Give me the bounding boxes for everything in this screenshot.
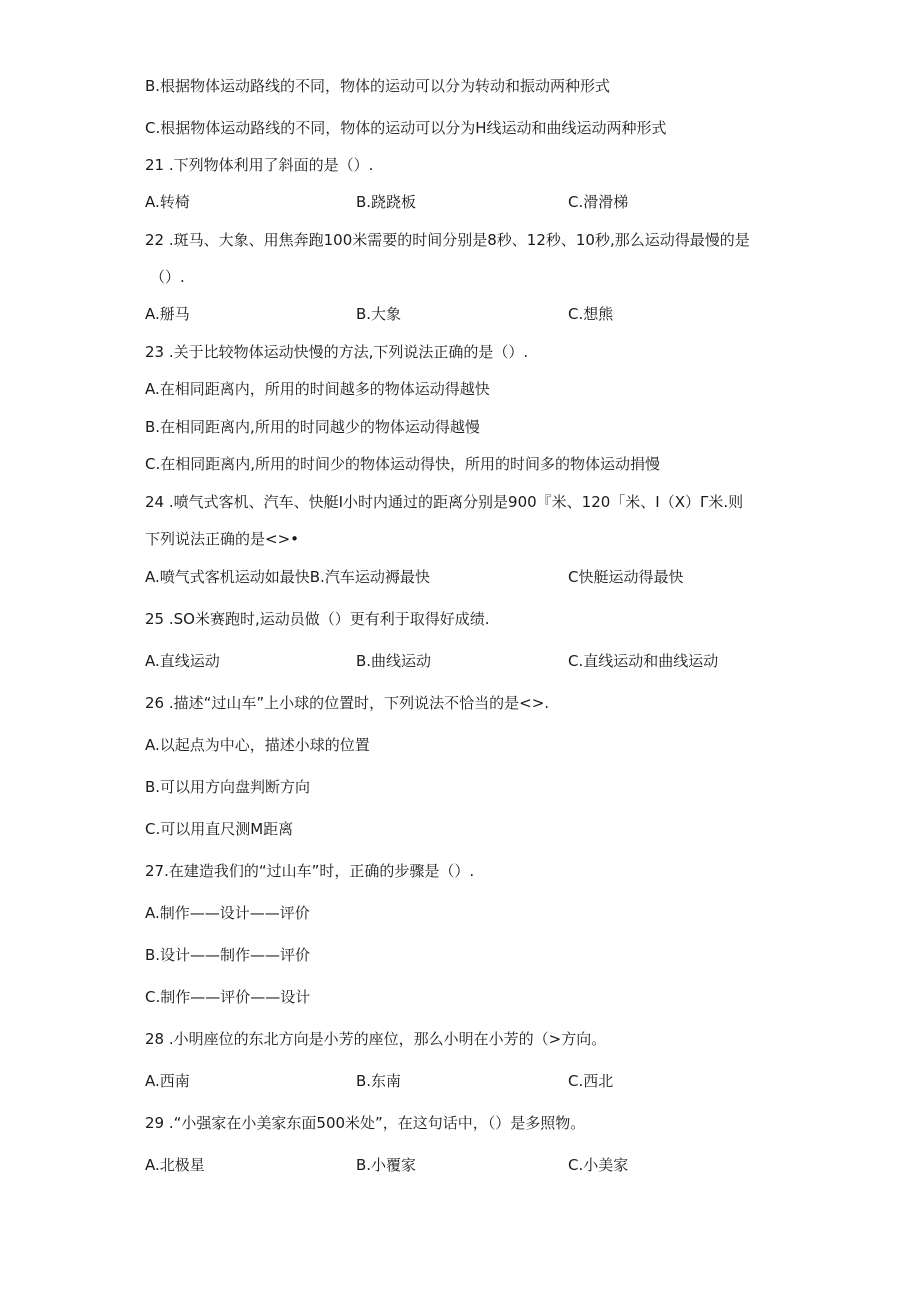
q29-stem: 29 .“小强家在小美家东面500米处”，在这句话中，（）是多照物。 (145, 1114, 586, 1132)
q27-option-b: B.设计——制作——评价 (145, 946, 311, 964)
q21-stem: 21 .下列物体利用了斜面的是（）. (145, 156, 374, 174)
q27-option-c: C.制作——评价——设计 (145, 988, 311, 1006)
q27-option-a: A.制作——设计——评价 (145, 904, 310, 922)
q22-stem-continued: （）. (150, 268, 185, 286)
q26-option-c: C.可以用直尺测M距离 (145, 820, 294, 838)
q23-option-a: A.在相同距离内，所用的时间越多的物体运动得越快 (145, 380, 490, 398)
q24-stem: 24 .喷气式客机、汽车、快艇I小时内通过的距离分别是900『米、120「米、I（X）Γ米.则 (145, 493, 744, 511)
q29-option-c: C.小美家 (568, 1156, 629, 1174)
q20-option-c: C.根据物体运动路线的不同，物体的运动可以分为H线运动和曲线运动两种形式 (145, 119, 667, 137)
q28-option-c: C.西北 (568, 1072, 614, 1090)
q25-option-b: B.曲线运动 (356, 652, 432, 670)
q26-option-a: A.以起点为中心，描述小球的位置 (145, 736, 370, 754)
q23-option-c: C.在相同距离内,所用的时间少的物体运动得快，所用的时间多的物体运动捐慢 (145, 455, 661, 473)
q20-option-b: B.根据物体运动路线的不同，物体的运动可以分为转动和振动两种形式 (145, 77, 611, 95)
q26-stem: 26 .描述“过山车”上小球的位置时，下列说法不恰当的是<>. (145, 694, 550, 712)
q22-option-b: B.大象 (356, 305, 402, 323)
q28-option-a: A.西南 (145, 1072, 190, 1090)
q26-option-b: B.可以用方向盘判断方向 (145, 778, 311, 796)
q24-option-a-b: A.喷气式客机运动如最快B.汽车运动褥最快 (145, 568, 430, 586)
q25-option-c: C.直线运动和曲线运动 (568, 652, 719, 670)
q21-option-a: A.转椅 (145, 193, 190, 211)
q28-stem: 28 .小明座位的东北方向是小芳的座位，那么小明在小芳的（>方向。 (145, 1030, 607, 1048)
q27-stem: 27.在建造我们的“过山车”时，正确的步骤是（）. (145, 862, 475, 880)
q25-option-a: A.直线运动 (145, 652, 220, 670)
q21-option-b: B.跷跷板 (356, 193, 417, 211)
q24-stem-continued: 下列说法正确的是<>• (145, 530, 299, 548)
q23-stem: 23 .关于比较物体运动快慢的方法,下列说法正确的是（）. (145, 343, 529, 361)
q25-stem: 25 .SO米赛跑时,运动员做（）更有利于取得好成绩. (145, 610, 490, 628)
q28-option-b: B.东南 (356, 1072, 402, 1090)
q29-option-b: B.小覆家 (356, 1156, 417, 1174)
q23-option-b: B.在相同距离内,所用的时同越少的物体运动得越慢 (145, 418, 480, 436)
q24-option-c: C快艇运动得最快 (568, 568, 684, 586)
q21-option-c: C.滑滑梯 (568, 193, 629, 211)
q29-option-a: A.北极星 (145, 1156, 205, 1174)
q22-stem: 22 .斑马、大象、用焦奔跑100米需要的时间分别是8秒、12秒、10秒,那么运动得最慢的是 (145, 231, 750, 249)
q22-option-c: C.想熊 (568, 305, 614, 323)
q22-option-a: A.掰马 (145, 305, 190, 323)
